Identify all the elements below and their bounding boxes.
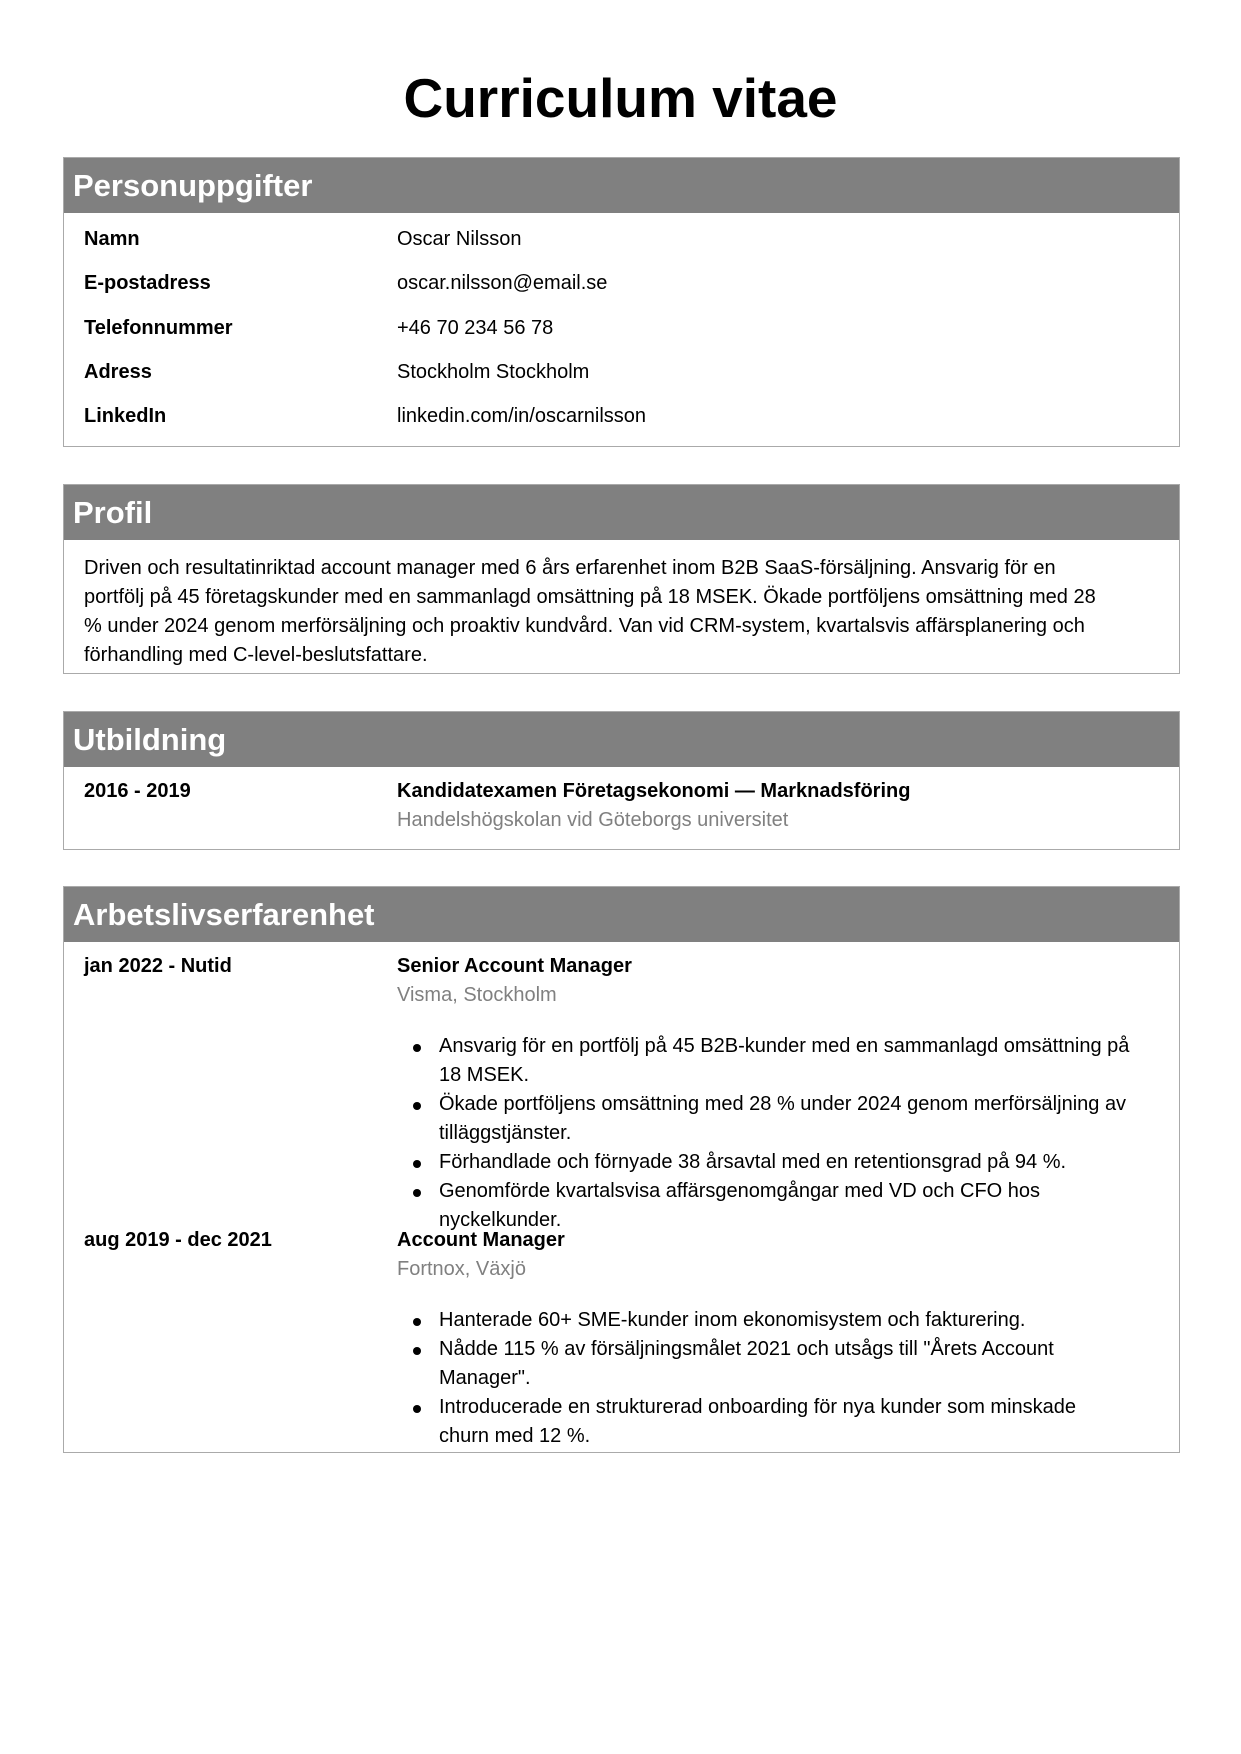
job-employer: Visma, Stockholm: [397, 984, 557, 1006]
profile-heading: Profil: [64, 485, 1179, 540]
bullet-line: Introducerade en strukturerad onboarding för nya kunder som minskade: [439, 1396, 1077, 1418]
bullet-dot-icon: [413, 1318, 421, 1326]
education-date: 2016 - 2019: [84, 780, 191, 802]
experience-body: [397, 952, 1159, 1235]
linkedin-label: LinkedIn: [84, 405, 167, 427]
bullet-item: [397, 1090, 1159, 1148]
personal-heading: Personuppgifter: [64, 158, 1179, 213]
profile-line: % under 2024 genom merförsäljning och proaktiv kundvård. Van vid CRM-system, kvartalsvis affärsplanering och: [84, 615, 1085, 637]
page-title: Curriculum vitae: [403, 67, 838, 129]
job-title: Account Manager: [397, 1229, 565, 1251]
experience-section: [63, 886, 1180, 1453]
profile-section: [63, 484, 1180, 674]
bullet-item: [397, 1306, 1159, 1335]
job-title: Senior Account Manager: [397, 955, 632, 977]
bullet-dot-icon: [413, 1160, 421, 1168]
email-label: E-postadress: [84, 272, 211, 294]
address-value: Stockholm Stockholm: [397, 361, 590, 383]
bullet-line: Nådde 115 % av försäljningsmålet 2021 och utsågs till "Årets Account: [439, 1338, 1054, 1360]
bullet-dot-icon: [413, 1102, 421, 1110]
name-value: Oscar Nilsson: [397, 228, 522, 250]
bullet-line: Ökade portföljens omsättning med 28 % under 2024 genom merförsäljning av: [439, 1093, 1127, 1115]
profile-line: förhandling med C-level-beslutsfattare.: [84, 644, 428, 666]
email-value: oscar.nilsson@email.se: [397, 272, 608, 294]
bullet-line: nyckelkunder.: [439, 1209, 562, 1231]
education-school: Handelshögskolan vid Göteborgs universitet: [397, 809, 789, 831]
job-bullets: [397, 1032, 1159, 1235]
job-bullets: [397, 1306, 1159, 1451]
bullet-line: 18 MSEK.: [439, 1064, 530, 1086]
bullet-item: [397, 1148, 1159, 1177]
bullet-dot-icon: [413, 1189, 421, 1197]
experience-date: jan 2022 - Nutid: [84, 955, 232, 977]
phone-value: +46 70 234 56 78: [397, 317, 554, 339]
education-heading: Utbildning: [64, 712, 1179, 767]
bullet-dot-icon: [413, 1044, 421, 1052]
bullet-line: Ansvarig för en portfölj på 45 B2B-kunder med en sammanlagd omsättning på: [439, 1035, 1130, 1057]
linkedin-value: linkedin.com/in/oscarnilsson: [397, 405, 647, 427]
experience-date: aug 2019 - dec 2021: [84, 1229, 272, 1251]
bullet-line: Genomförde kvartalsvisa affärsgenomgångar med VD och CFO hos: [439, 1180, 1041, 1202]
education-title: Kandidatexamen Företagsekonomi — Marknadsföring: [397, 780, 911, 802]
personal-section: [63, 157, 1180, 447]
bullet-line: Hanterade 60+ SME-kunder inom ekonomisystem och fakturering.: [439, 1309, 1026, 1331]
profile-text: [64, 540, 1179, 670]
bullet-line: churn med 12 %.: [439, 1425, 591, 1447]
bullet-line: Manager".: [439, 1367, 531, 1389]
profile-line: Driven och resultatinriktad account manager med 6 års erfarenhet inom B2B SaaS-försäljning. Ansvarig för en: [84, 557, 1056, 579]
name-label: Namn: [84, 228, 140, 250]
address-label: Adress: [84, 361, 152, 383]
bullet-item: [397, 1335, 1159, 1393]
profile-line: portfölj på 45 företagskunder med en sammanlagd omsättning på 18 MSEK. Ökade portföljens omsättning med 28: [84, 586, 1096, 608]
phone-label: Telefonnummer: [84, 317, 233, 339]
experience-body: [397, 1226, 1159, 1451]
job-employer: Fortnox, Växjö: [397, 1258, 526, 1280]
experience-heading: Arbetslivserfarenhet: [64, 887, 1179, 942]
education-body: [397, 777, 1159, 835]
bullet-line: tilläggstjänster.: [439, 1122, 572, 1144]
bullet-item: [397, 1393, 1159, 1451]
education-section: [63, 711, 1180, 850]
bullet-line: Förhandlade och förnyade 38 årsavtal med en retentionsgrad på 94 %.: [439, 1151, 1067, 1173]
bullet-dot-icon: [413, 1347, 421, 1355]
bullet-dot-icon: [413, 1405, 421, 1413]
bullet-item: [397, 1032, 1159, 1090]
